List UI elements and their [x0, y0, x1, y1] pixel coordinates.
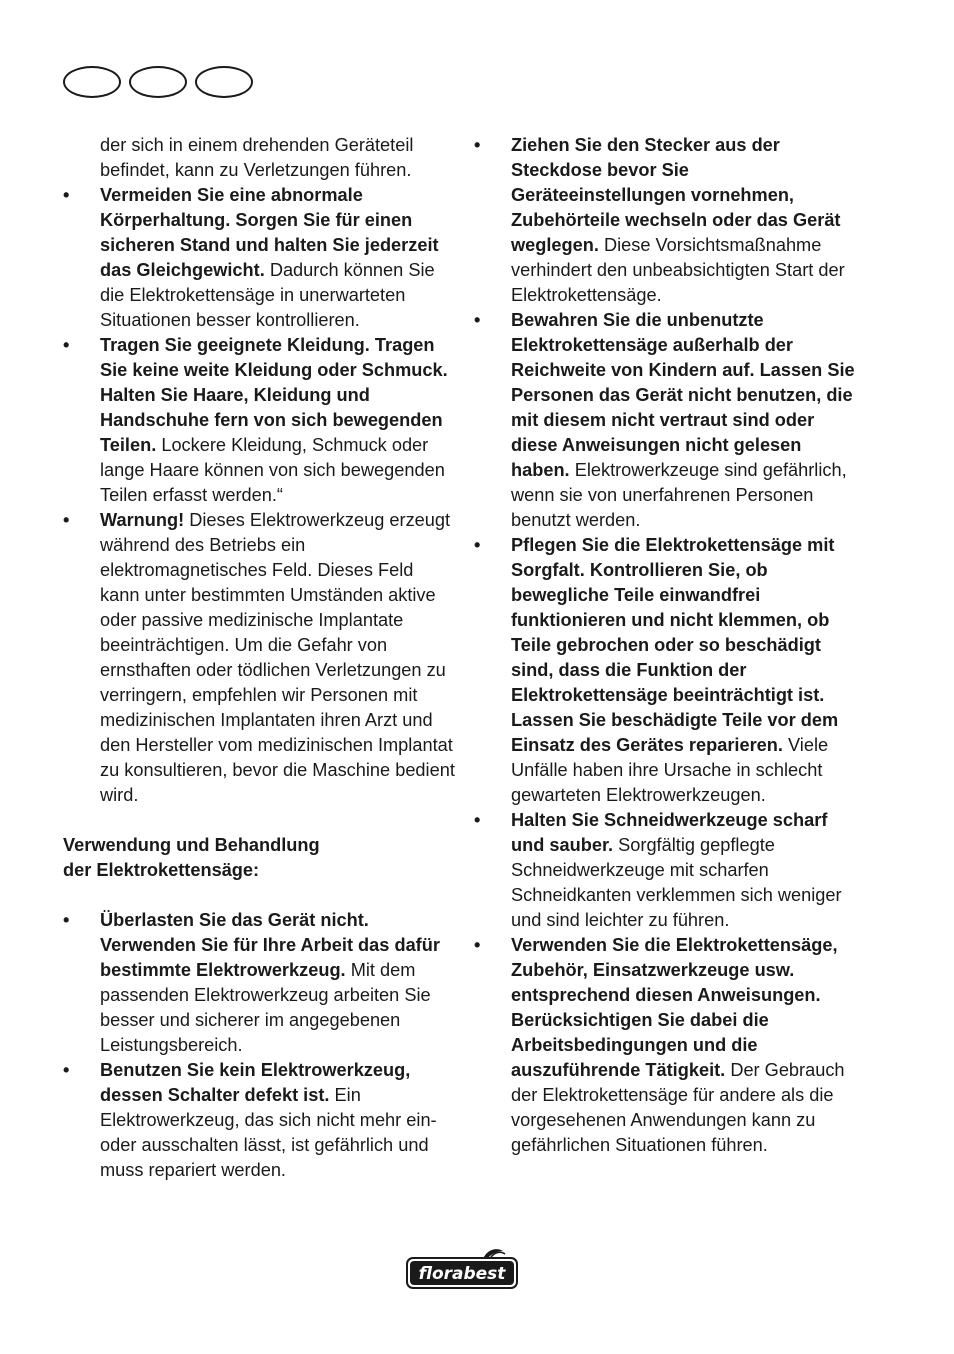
- bullet: •: [63, 510, 70, 530]
- list-item: [63, 508, 455, 808]
- item-text: Sorgfältig gepflegte Schneidwerkzeuge mit scharfen Schneidkanten verklemmen sich weniger und sind leichter zu führen.: [511, 835, 842, 930]
- left-column: [63, 133, 455, 1183]
- item-bold: Überlasten Sie das Gerät nicht. Verwenden Sie für Ihre Arbeit das dafür bestimmte Elektrowerkzeug.: [100, 910, 440, 980]
- bullet: •: [474, 535, 481, 555]
- continuation-text: der sich in einem drehenden Geräteteil befindet, kann zu Verletzungen führen.: [100, 135, 414, 180]
- language-oval: [63, 66, 121, 98]
- logo-text: florabest: [418, 1264, 506, 1284]
- bullet: •: [474, 310, 481, 330]
- list-item: [63, 333, 455, 508]
- bullet: •: [474, 135, 481, 155]
- item-bold: Halten Sie Schneidwerkzeuge scharf und sauber.: [511, 810, 828, 855]
- section-heading: [63, 833, 455, 883]
- list-item: [474, 808, 864, 933]
- item-text: Ein Elektrowerkzeug, das sich nicht mehr ein- oder ausschalten lässt, ist gefährlich und muss repariert werden.: [100, 1085, 437, 1180]
- list-item: [63, 183, 455, 333]
- bullet: •: [63, 335, 70, 355]
- language-oval: [195, 66, 253, 98]
- item-text: Elektrowerkzeuge sind gefährlich, wenn sie von unerfahrenen Personen benutzt werden.: [511, 460, 847, 530]
- language-oval: [129, 66, 187, 98]
- item-text: Diese Vorsichtsmaßnahme verhindert den unbeabsichtigten Start der Elektrokettensäge.: [511, 235, 845, 305]
- item-bold: Ziehen Sie den Stecker aus der Steckdose bevor Sie Geräteeinstellungen vornehmen, Zubehörteile wechseln oder das Gerät weglegen.: [511, 135, 841, 255]
- item-bold: Tragen Sie geeignete Kleidung. Tragen Sie keine weite Kleidung oder Schmuck. Halten Sie Haare, Kleidung und Handschuhe fern von sich bewegenden Teilen.: [100, 335, 448, 455]
- list-item: [474, 133, 864, 308]
- bullet: •: [63, 185, 70, 205]
- item-bold: Vermeiden Sie eine abnormale Körperhaltung. Sorgen Sie für einen sicheren Stand und halten Sie jederzeit das Gleichgewicht.: [100, 185, 439, 280]
- bullet: •: [63, 1060, 70, 1080]
- florabest-logo: [405, 1247, 519, 1291]
- item-bold: Pflegen Sie die Elektrokettensäge mit Sorgfalt. Kontrollieren Sie, ob bewegliche Teile einwandfrei funktionieren und nicht klemmen, ob Teile gebrochen oder so beschädigt sind, dass die Funktion der Elektrokettensäge beeinträchtigt ist. Lassen Sie beschädigte Teile vor dem Einsatz des Gerätes reparieren.: [511, 535, 839, 755]
- item-bold: Verwenden Sie die Elektrokettensäge, Zubehör, Einsatzwerkzeuge usw. entsprechend diesen Anweisungen. Berücksichtigen Sie dabei die Arbeitsbedingungen und die auszuführende Tätigkeit.: [511, 935, 838, 1080]
- item-text: Viele Unfälle haben ihre Ursache in schlecht gewarteten Elektrowerkzeugen.: [511, 735, 829, 805]
- section-heading-line: Verwendung und Behandlung: [63, 835, 320, 855]
- item-bold: Benutzen Sie kein Elektrowerkzeug, dessen Schalter defekt ist.: [100, 1060, 411, 1105]
- bullet: •: [63, 910, 70, 930]
- section-heading-line: der Elektrokettensäge:: [63, 860, 260, 880]
- item-text: Dadurch können Sie die Elektrokettensäge in unerwarteten Situationen besser kontrollieren.: [100, 260, 435, 330]
- list-item: [474, 533, 864, 808]
- list-item: [63, 1058, 455, 1183]
- item-text: Der Gebrauch der Elektrokettensäge für andere als die vorgesehenen Anwendungen kann zu gefährlichen Situationen führen.: [511, 1060, 845, 1155]
- bullet: •: [474, 810, 481, 830]
- item-text: Mit dem passenden Elektrowerkzeug arbeiten Sie besser und sicherer im angegebenen Leistungsbereich.: [100, 960, 431, 1055]
- item-bold: Bewahren Sie die unbenutzte Elektrokettensäge außerhalb der Reichweite von Kindern auf. Lassen Sie Personen das Gerät nicht benutzen, die mit diesem nicht vertraut sind oder diese Anweisungen nicht gelesen haben.: [511, 310, 855, 480]
- item-text: Lockere Kleidung, Schmuck oder lange Haare können von sich bewegenden Teilen erfasst werden.“: [100, 435, 445, 505]
- list-item: [63, 908, 455, 1058]
- item-text: Dieses Elektrowerkzeug erzeugt während des Betriebs ein elektromagnetisches Feld. Dieses Feld kann unter bestimmten Umständen aktive oder passive medizinische Implantate beeinträchtigen. Um die Gefahr von ernsthaften oder tödlichen Verletzungen zu verringern, empfehlen wir Personen mit medizinischen Implantaten ihren Arzt und den Hersteller vom medizinischen Implantat zu konsultieren, bevor die Maschine bedient wird.: [100, 510, 455, 805]
- right-column: [474, 133, 864, 1158]
- list-item: [474, 933, 864, 1158]
- bullet: •: [474, 935, 481, 955]
- list-item: [474, 308, 864, 533]
- item-bold: Warnung!: [100, 510, 185, 530]
